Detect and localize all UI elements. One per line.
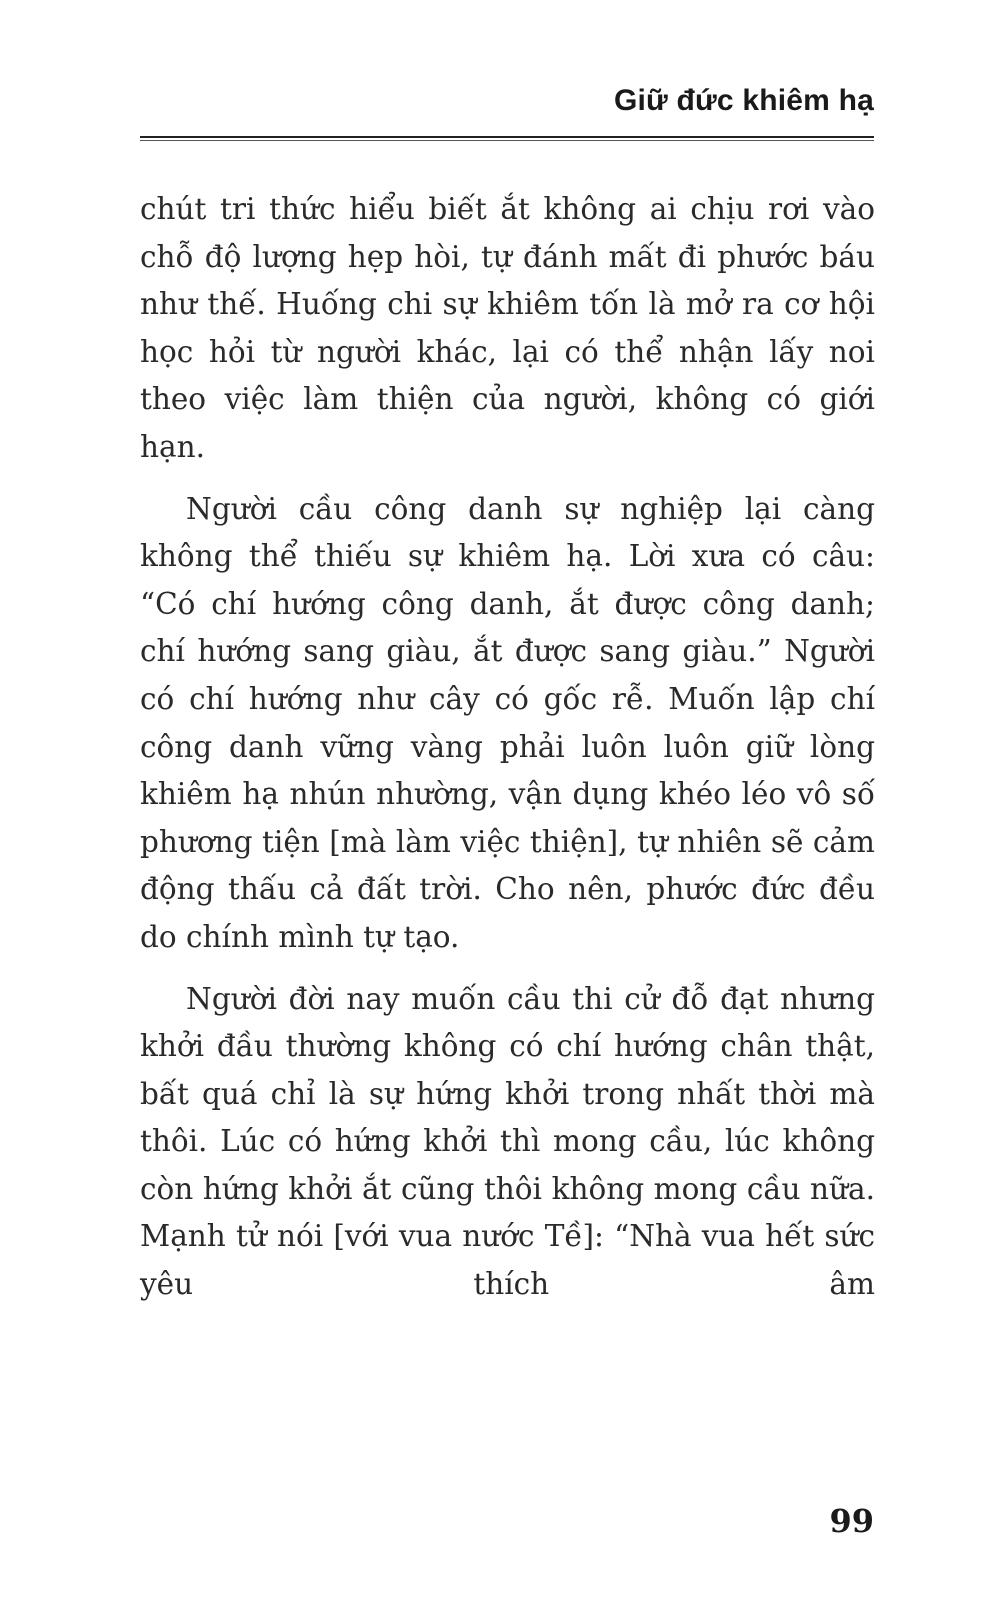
paragraph-continued: chút tri thức hiểu biết ắt không ai chịu rơi vào chỗ độ lượng hẹp hòi, tự đánh mất đi phước báu như thế. Huống chi sự khiêm tốn là mở ra cơ hội học hỏi từ người khác, lại có thể nhận lấy noi theo việc làm thiện của người, không có giới hạn. bbox=[140, 192, 875, 464]
running-title: Giữ đức khiêm hạ bbox=[613, 84, 874, 117]
paragraph-exams: Người đời nay muốn cầu thi cử đỗ đạt nhưng khởi đầu thường không có chí hướng chân thật, bất quá chỉ là sự hứng khởi trong nhất thời mà thôi. Lúc có hứng khởi thì mong cầu, lúc không còn hứng khởi ắt cũng thôi không mong cầu nữa. Mạnh tử nói [với vua nước Tề]: “Nhà vua hết sức yêu thích âm bbox=[140, 981, 875, 1302]
header-rule bbox=[140, 140, 874, 141]
paragraph-fame-career: Người cầu công danh sự nghiệp lại càng không thể thiếu sự khiêm hạ. Lời xưa có câu: “Có chí hướng công danh, ắt được công danh; chí hướng sang giàu, ắt được sang giàu.” Người có chí hướng như cây có gốc rễ. Muốn lập chí công danh vững vàng phải luôn luôn giữ lòng khiêm hạ nhún nhường, vận dụng khéo léo vô số phương tiện [mà làm việc thiện], tự nhiên sẽ cảm động thấu cả đất trời. Cho nên, phước đức đều do chính mình tự tạo. bbox=[140, 491, 875, 954]
page-number: 99 bbox=[829, 1502, 874, 1540]
running-header bbox=[140, 84, 874, 138]
body-text bbox=[140, 186, 875, 1323]
